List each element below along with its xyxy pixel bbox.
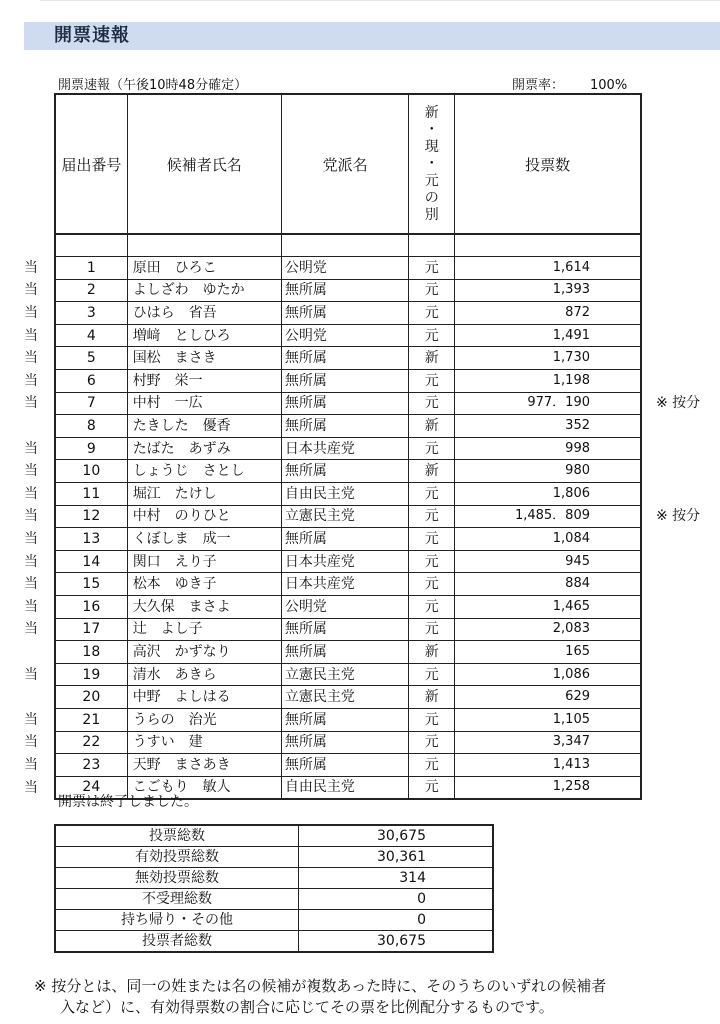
table-row [55,754,641,777]
summary-row [55,931,493,953]
table-row [55,596,641,619]
footnote-line-1: ※ 按分とは、同一の姓または名の候補が複数あった時に、そのうちのいずれの候補者 [34,977,607,995]
candidate-name: 堀江 たけし [127,483,281,506]
status-code: 元 [409,324,455,347]
elected-mark: 当 [24,440,38,457]
elected-mark: 当 [24,350,38,367]
header-status [409,94,455,234]
candidate-number: 5 [55,347,127,370]
party-name: 立憲民主党 [281,505,409,528]
status-code: 新 [409,641,455,664]
vote-count: 1,084 [455,528,641,551]
vote-count: 980 [455,460,641,483]
party-name: 無所属 [281,415,409,438]
vote-count: 1,485．809 [455,505,641,528]
summary-value: 30,675 [299,931,494,953]
status-code: 新 [409,686,455,709]
candidate-number: 2 [55,279,127,302]
party-name: 無所属 [281,754,409,777]
elected-mark: 当 [24,305,38,322]
vote-count: 1,730 [455,347,641,370]
candidate-number: 24 [55,776,127,799]
header-status-char: 別 [424,206,439,223]
vote-count: 884 [455,573,641,596]
party-name: 自由民主党 [281,483,409,506]
candidate-name: 辻 よし子 [127,618,281,641]
elected-mark: 当 [24,531,38,548]
vote-count: 2,083 [455,618,641,641]
candidate-name: 大久保 まさよ [127,596,281,619]
candidate-number: 22 [55,731,127,754]
summary-label: 不受理総数 [55,889,299,910]
party-name: 無所属 [281,618,409,641]
party-name: 無所属 [281,528,409,551]
candidate-number: 11 [55,483,127,506]
candidate-name: 中村 のりひと [127,505,281,528]
elected-mark: 当 [24,621,38,638]
candidate-name: たきした 優香 [127,415,281,438]
table-row [55,483,641,506]
status-code: 元 [409,370,455,393]
candidate-number: 20 [55,686,127,709]
status-code: 元 [409,279,455,302]
vote-count: 1,491 [455,324,641,347]
candidate-name: ひはら 省吾 [127,302,281,325]
status-code: 新 [409,415,455,438]
header-name: 候補者氏名 [127,94,281,234]
status-code: 元 [409,754,455,777]
apportion-note: ※ 按分 [656,508,701,525]
status-code: 元 [409,708,455,731]
status-code: 元 [409,302,455,325]
party-name: 日本共産党 [281,437,409,460]
table-row [55,663,641,686]
candidate-number: 14 [55,550,127,573]
candidate-number: 3 [55,302,127,325]
table-row [55,731,641,754]
table-row [55,302,641,325]
vote-count: 3,347 [455,731,641,754]
vote-count: 352 [455,415,641,438]
elected-mark: 当 [24,259,38,276]
table-row [55,686,641,709]
candidate-name: 松本 ゆき子 [127,573,281,596]
table-row [55,257,641,280]
candidate-number: 15 [55,573,127,596]
table-row [55,415,641,438]
table-row [55,550,641,573]
status-code: 元 [409,596,455,619]
elected-mark: 当 [24,756,38,773]
candidate-number: 1 [55,257,127,280]
header-votes: 投票数 [455,94,641,234]
candidate-number: 12 [55,505,127,528]
spacer-row [55,234,641,257]
summary-value: 0 [299,889,494,910]
elected-mark: 当 [24,372,38,389]
candidate-number: 19 [55,663,127,686]
vote-count: 998 [455,437,641,460]
elected-mark: 当 [24,553,38,570]
candidate-number: 10 [55,460,127,483]
party-name: 日本共産党 [281,573,409,596]
candidate-name: 中村 一広 [127,392,281,415]
summary-row [55,847,493,868]
header-number: 届出番号 [55,94,127,234]
vote-count: 1,413 [455,754,641,777]
party-name: 立憲民主党 [281,663,409,686]
candidate-name: こごもり 敏人 [127,776,281,799]
candidate-number: 8 [55,415,127,438]
candidate-number: 6 [55,370,127,393]
vote-count: 1,465 [455,596,641,619]
summary-label: 持ち帰り・その他 [55,910,299,931]
status-code: 元 [409,528,455,551]
party-name: 無所属 [281,392,409,415]
header-status-char: 新 [424,104,439,121]
party-name: 無所属 [281,370,409,393]
candidate-name: 原田 ひろこ [127,257,281,280]
candidate-number: 16 [55,596,127,619]
summary-label: 投票者総数 [55,931,299,953]
vote-count: 872 [455,302,641,325]
party-name: 公明党 [281,324,409,347]
candidate-name: たばた あずみ [127,437,281,460]
party-name: 無所属 [281,347,409,370]
status-code: 元 [409,573,455,596]
table-row [55,370,641,393]
summary-value: 30,675 [299,825,494,847]
party-name: 無所属 [281,731,409,754]
page-title: 開票速報 [54,25,130,46]
table-row [55,641,641,664]
top-divider [40,0,720,1]
candidate-number: 9 [55,437,127,460]
summary-row [55,868,493,889]
candidate-number: 23 [55,754,127,777]
vote-count: 1,393 [455,279,641,302]
elected-mark: 当 [24,779,38,796]
status-code: 元 [409,392,455,415]
status-code: 元 [409,257,455,280]
table-row [55,437,641,460]
candidate-number: 7 [55,392,127,415]
candidate-name: 天野 まさあき [127,754,281,777]
header-status-text [423,105,441,224]
header-party: 党派名 [281,94,409,234]
candidate-name: 増﨑 としひろ [127,324,281,347]
count-rate-label: 開票率： [512,78,565,93]
summary-row [55,889,493,910]
party-name: 公明党 [281,596,409,619]
elected-mark: 当 [24,463,38,480]
party-name: 立憲民主党 [281,686,409,709]
status-code: 元 [409,437,455,460]
status-code: 元 [409,663,455,686]
party-name: 無所属 [281,708,409,731]
party-name: 公明党 [281,257,409,280]
status-code: 新 [409,347,455,370]
vote-count: 1,614 [455,257,641,280]
elected-mark: 当 [24,734,38,751]
candidate-name: 関口 えり子 [127,550,281,573]
candidate-name: よしざわ ゆたか [127,279,281,302]
status-code: 元 [409,776,455,799]
summary-value: 0 [299,910,494,931]
count-rate-value: 100% [590,78,628,93]
candidate-name: しょうじ さとし [127,460,281,483]
candidate-name: 高沢 かずなり [127,641,281,664]
table-row [55,573,641,596]
vote-count: 165 [455,641,641,664]
table-row [55,528,641,551]
status-code: 元 [409,731,455,754]
summary-table [54,824,494,953]
vote-count: 629 [455,686,641,709]
summary-label: 有効投票総数 [55,847,299,868]
report-caption: 開票速報（午後10時48分確定） [58,78,248,93]
elected-mark: 当 [24,576,38,593]
footnote [34,976,720,1018]
header-status-char: ・ [424,121,439,138]
vote-count: 1,198 [455,370,641,393]
candidate-name: 清水 あきら [127,663,281,686]
summary-label: 無効投票総数 [55,868,299,889]
elected-mark: 当 [24,508,38,525]
elected-mark: 当 [24,598,38,615]
status-code: 新 [409,460,455,483]
table-row [55,279,641,302]
footnote-line-2: 入など）に、有効得票数の割合に応じてその票を比例配分するものです。 [60,998,554,1016]
candidate-name: うすい 建 [127,731,281,754]
vote-count: 1,806 [455,483,641,506]
summary-row [55,910,493,931]
count-closed-message: 開票は終了しました。 [58,794,198,810]
candidate-number: 17 [55,618,127,641]
elected-mark: 当 [24,327,38,344]
candidate-number: 13 [55,528,127,551]
table-row [55,392,641,415]
header-status-char: ・ [424,155,439,172]
table-row [55,324,641,347]
elected-mark: 当 [24,485,38,502]
header-status-char: 元 [424,172,439,189]
header-status-char: 現 [424,138,439,155]
party-name: 無所属 [281,302,409,325]
status-code: 元 [409,483,455,506]
candidate-name: 村野 栄一 [127,370,281,393]
candidate-number: 18 [55,641,127,664]
results-body [55,234,641,799]
vote-count: 977．190 [455,392,641,415]
elected-mark: 当 [24,395,38,412]
results-header-row [55,94,641,234]
header-status-char: の [424,189,439,206]
candidate-name: うらの 治光 [127,708,281,731]
elected-mark: 当 [24,711,38,728]
status-code: 元 [409,618,455,641]
summary-row [55,825,493,847]
party-name: 日本共産党 [281,550,409,573]
count-rate [512,74,627,93]
summary-value: 30,361 [299,847,494,868]
party-name: 自由民主党 [281,776,409,799]
elected-mark: 当 [24,282,38,299]
summary-label: 投票総数 [55,825,299,847]
table-row [55,460,641,483]
table-row [55,347,641,370]
party-name: 無所属 [281,641,409,664]
status-code: 元 [409,550,455,573]
vote-count: 945 [455,550,641,573]
vote-count: 1,105 [455,708,641,731]
table-row [55,708,641,731]
party-name: 無所属 [281,460,409,483]
candidate-number: 21 [55,708,127,731]
candidate-name: 国松 まさき [127,347,281,370]
candidate-number: 4 [55,324,127,347]
candidate-name: 中野 よしはる [127,686,281,709]
apportion-note: ※ 按分 [656,395,701,412]
vote-count: 1,086 [455,663,641,686]
candidate-name: くぼしま 成一 [127,528,281,551]
status-code: 元 [409,505,455,528]
table-row [55,618,641,641]
party-name: 無所属 [281,279,409,302]
vote-count: 1,258 [455,776,641,799]
table-row [55,505,641,528]
results-table [54,93,642,800]
elected-mark: 当 [24,666,38,683]
summary-value: 314 [299,868,494,889]
